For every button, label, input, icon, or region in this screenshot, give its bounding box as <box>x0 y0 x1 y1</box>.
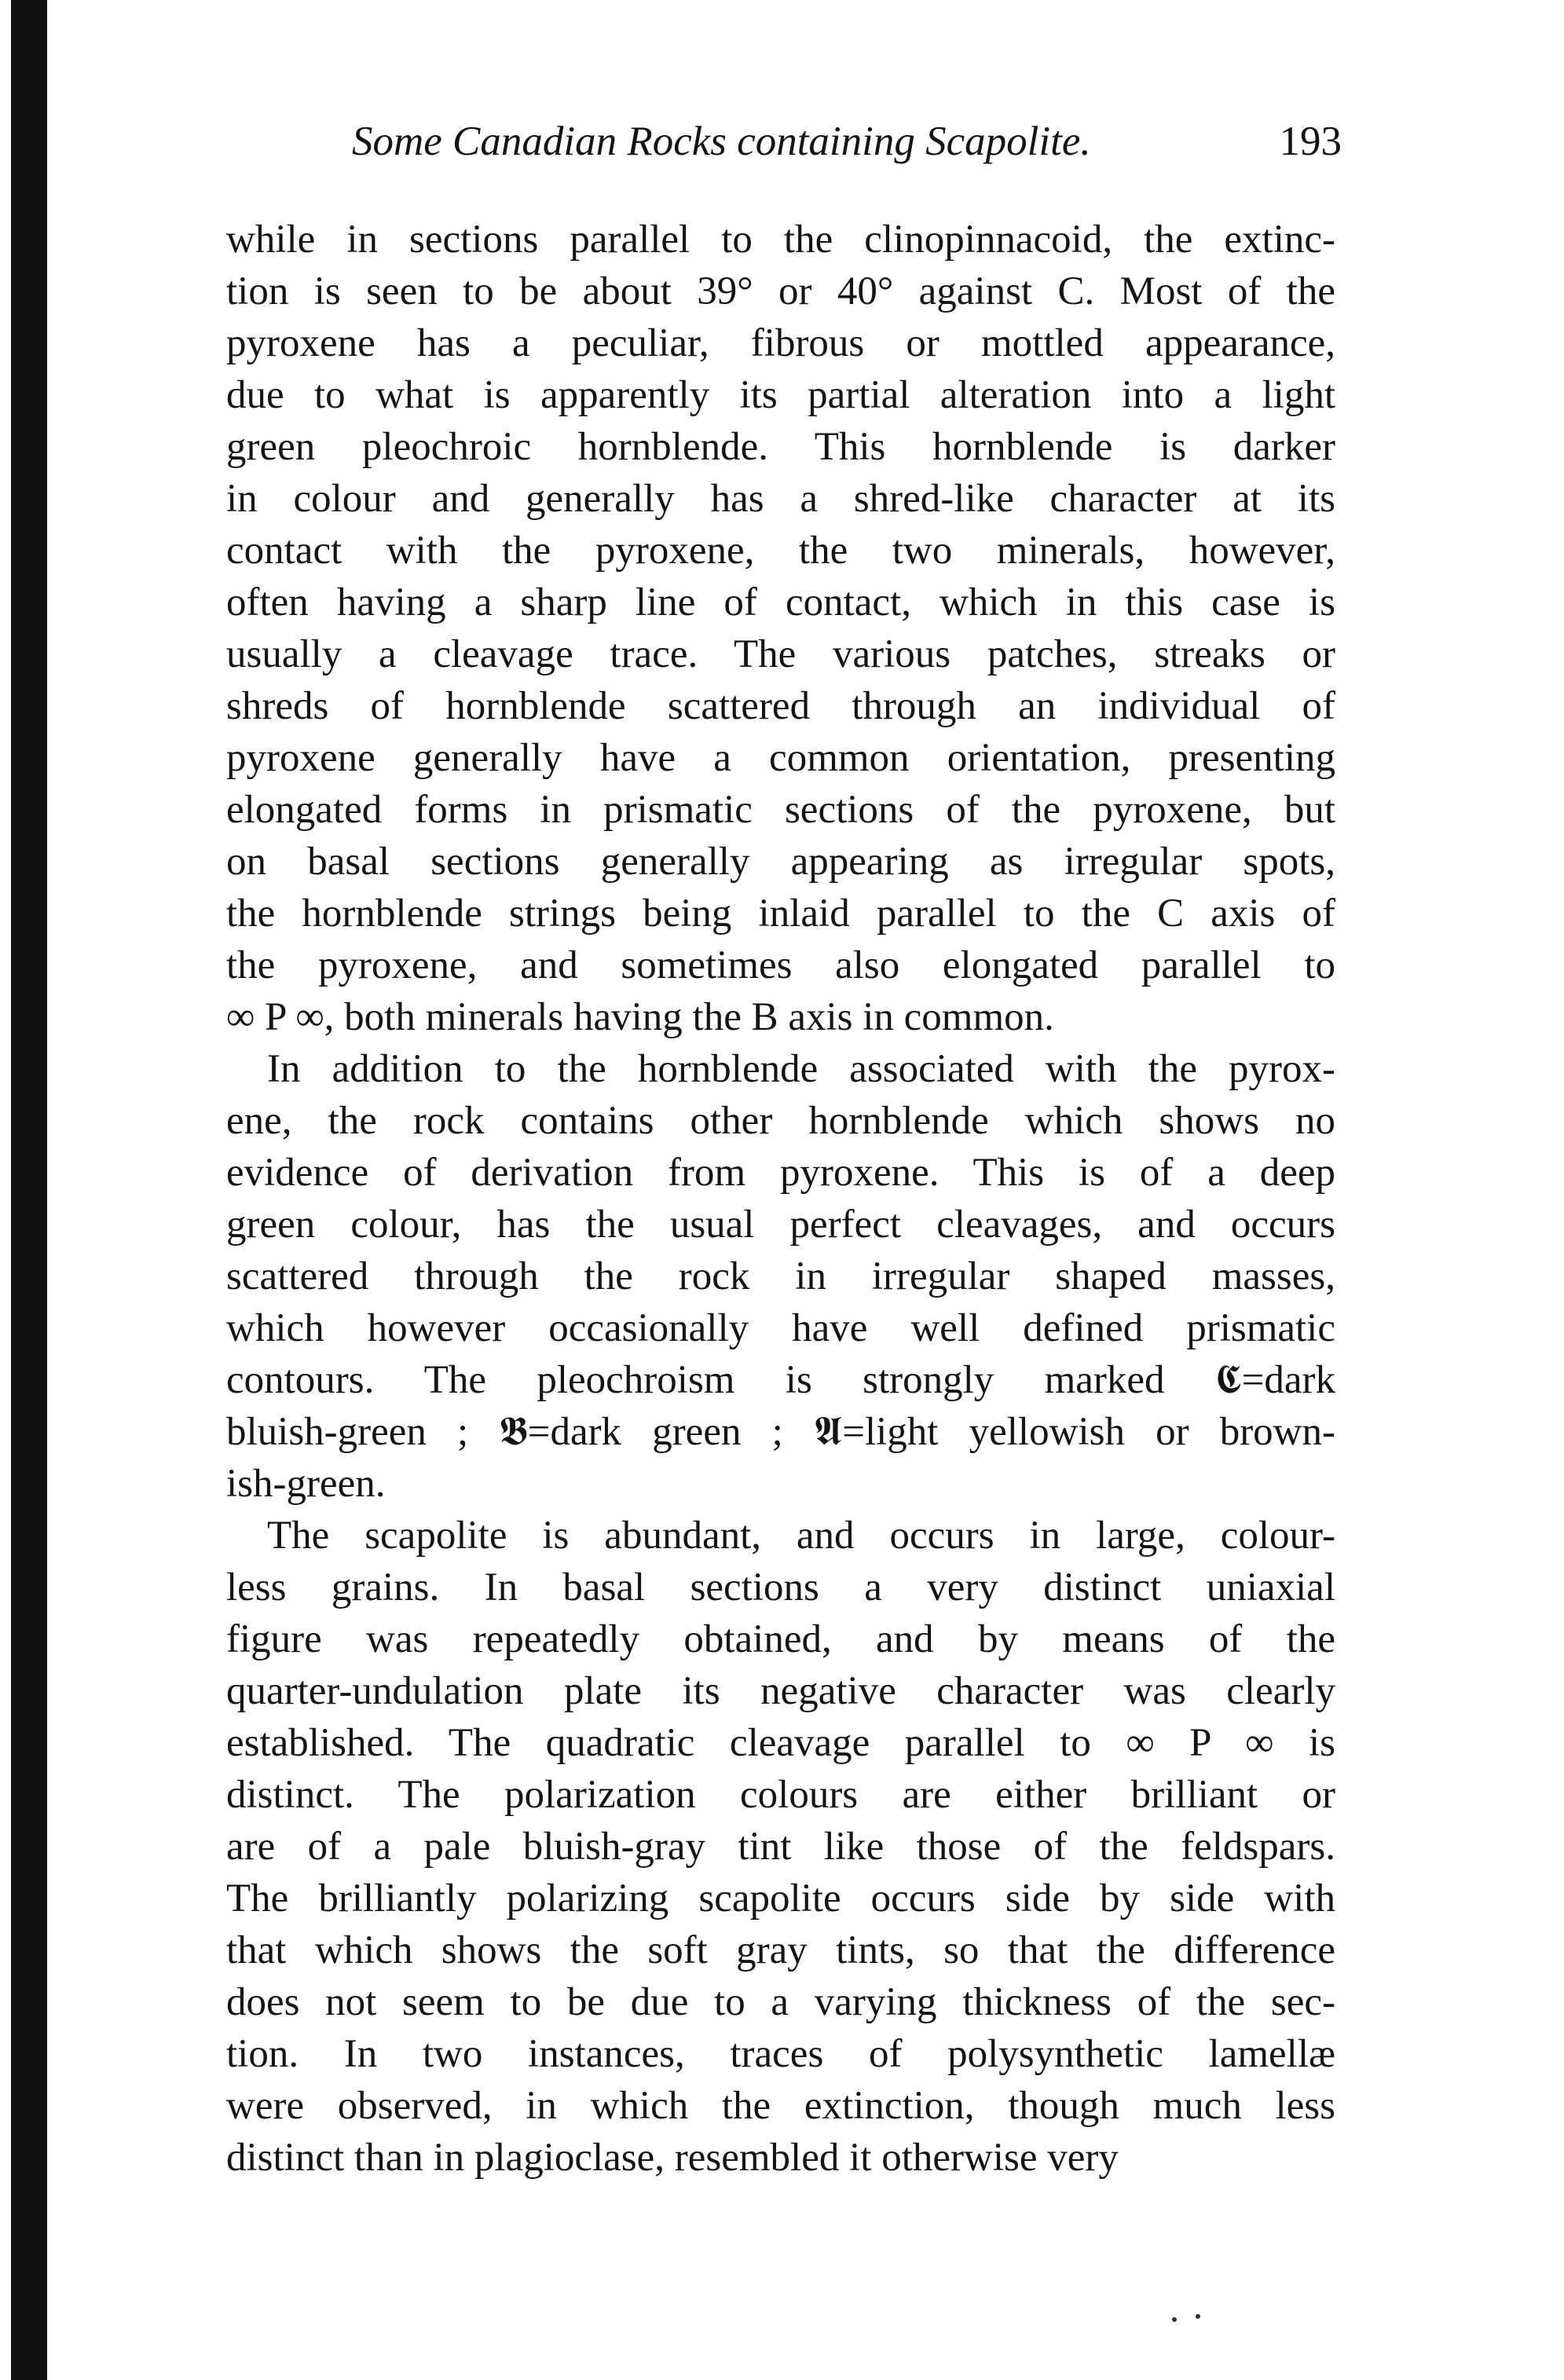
text-line: established. The quadratic cleavage parallel to ∞ P ∞ is <box>226 1721 1335 1765</box>
text-line: evidence of derivation from pyroxene. This is of a deep <box>226 1151 1335 1195</box>
text-line: less grains. In basal sections a very distinct uniaxial <box>226 1565 1335 1609</box>
text-line: The scapolite is abundant, and occurs in large, colour- <box>267 1514 1335 1558</box>
text-line: that which shows the soft gray tints, so that the difference <box>226 1928 1335 1972</box>
scanned-binding-edge <box>11 0 47 2380</box>
paragraph <box>226 214 1335 1043</box>
text-line: the hornblende strings being inlaid parallel to the C axis of <box>226 892 1335 936</box>
text-line: In addition to the hornblende associated with the pyrox- <box>267 1047 1335 1091</box>
paragraph <box>226 1043 1335 1510</box>
text-line: tion is seen to be about 39° or 40° against C. Most of the <box>226 269 1335 313</box>
scan-speck <box>1172 2317 1177 2322</box>
text-line: scattered through the rock in irregular shaped masses, <box>226 1254 1335 1298</box>
text-line: does not seem to be due to a varying thickness of the sec- <box>226 1980 1335 2024</box>
text-line: in colour and generally has a shred-like character at its <box>226 477 1335 521</box>
text-line: while in sections parallel to the clinopinnacoid, the extinc- <box>226 218 1335 262</box>
text-line: contact with the pyroxene, the two minerals, however, <box>226 529 1335 573</box>
text-line: which however occasionally have well defined prismatic <box>226 1306 1335 1350</box>
text-line: pyroxene has a peculiar, fibrous or mottled appearance, <box>226 321 1335 365</box>
text-line: The brilliantly polarizing scapolite occurs side by side with <box>226 1877 1335 1920</box>
text-line: often having a sharp line of contact, which in this case is <box>226 580 1335 624</box>
page-number: 193 <box>1279 119 1342 164</box>
text-line: green colour, has the usual perfect cleavages, and occurs <box>226 1203 1335 1247</box>
text-line: elongated forms in prismatic sections of the pyroxene, but <box>226 788 1335 832</box>
text-line: usually a cleavage trace. The various patches, streaks or <box>226 632 1335 676</box>
text-line: distinct. The polarization colours are either brilliant or <box>226 1773 1335 1817</box>
text-line: are of a pale bluish-gray tint like those of the feldspars. <box>226 1825 1335 1869</box>
paragraph <box>226 1510 1335 2184</box>
scan-specks <box>1172 2314 1219 2323</box>
text-line: distinct than in plagioclase, resembled it otherwise very <box>226 2136 1119 2180</box>
text-line: pyroxene generally have a common orientation, presenting <box>226 736 1335 780</box>
running-title: Some Canadian Rocks containing Scapolite. <box>352 119 1091 164</box>
text-line: figure was repeatedly obtained, and by means of the <box>226 1617 1335 1661</box>
scan-speck <box>1196 2314 1200 2319</box>
text-line: tion. In two instances, traces of polysynthetic lamellæ <box>226 2032 1335 2076</box>
body-text <box>226 214 1335 2184</box>
text-line: bluish-green ; 𝕭=dark green ; 𝕬=light yellowish or brown- <box>226 1410 1335 1454</box>
text-line: ene, the rock contains other hornblende which shows no <box>226 1099 1335 1143</box>
text-line: green pleochroic hornblende. This hornblende is darker <box>226 425 1335 469</box>
text-line: shreds of hornblende scattered through an individual of <box>226 684 1335 728</box>
text-line: the pyroxene, and sometimes also elongated parallel to <box>226 943 1335 987</box>
text-line: due to what is apparently its partial alteration into a light <box>226 373 1335 417</box>
text-line: contours. The pleochroism is strongly marked 𝕮=dark <box>226 1358 1335 1402</box>
text-line: ∞ P ∞, both minerals having the B axis in common. <box>226 995 1054 1039</box>
text-line: on basal sections generally appearing as irregular spots, <box>226 840 1335 884</box>
text-line: ish-green. <box>226 1462 386 1506</box>
text-line: were observed, in which the extinction, though much less <box>226 2084 1335 2128</box>
text-line: quarter-undulation plate its negative character was clearly <box>226 1669 1335 1713</box>
book-page <box>226 118 1342 2184</box>
running-head <box>226 118 1342 196</box>
